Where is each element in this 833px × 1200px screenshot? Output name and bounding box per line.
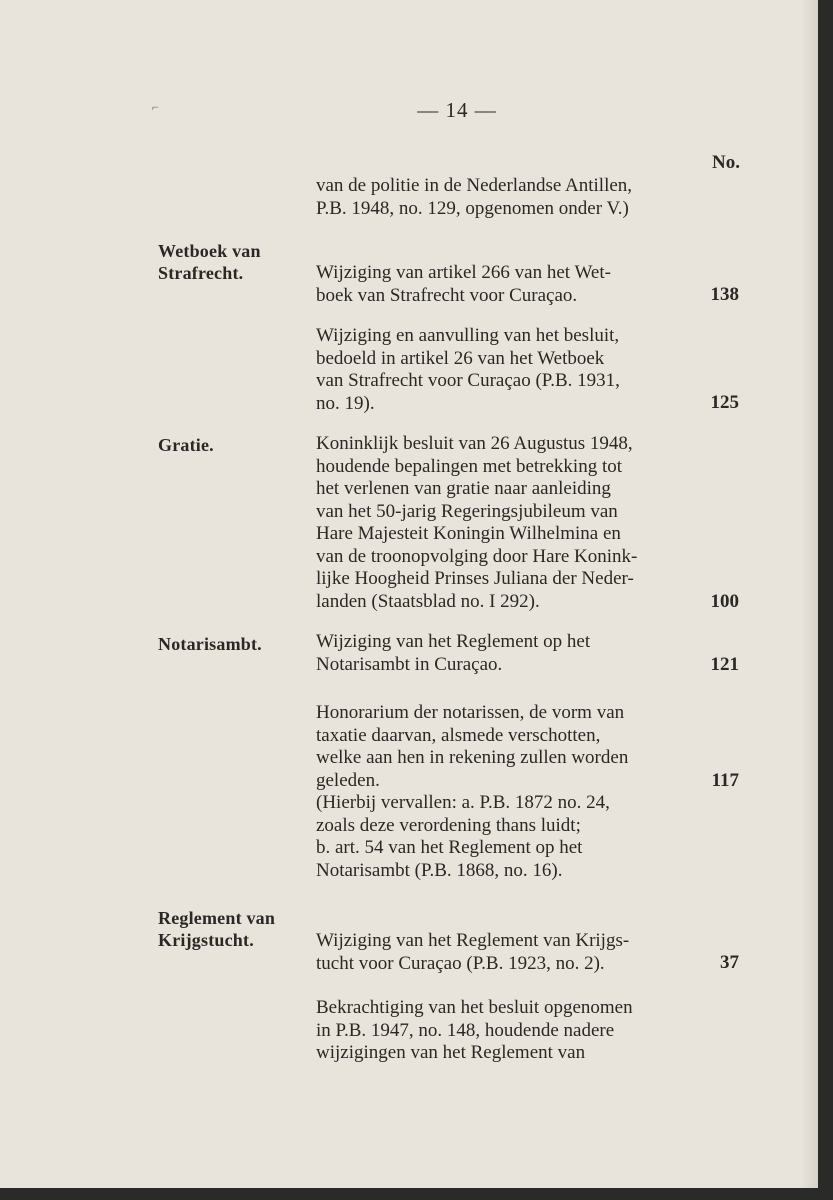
entry-number: 138 xyxy=(710,284,739,305)
text-line: Honorarium der notarissen, de vorm van xyxy=(316,702,625,723)
text-line: Notarisambt in Curaçao. xyxy=(316,653,503,675)
text-line: P.B. 1948, no. 129, opgenomen onder V.) xyxy=(316,197,629,219)
text-line: tucht voor Curaçao (P.B. 1923, no. 2). xyxy=(316,952,605,974)
heading-line: Notarisambt. xyxy=(158,634,262,654)
text-line: boek van Strafrecht voor Curaçao. xyxy=(316,284,578,306)
text-line: zoals deze verordening thans luidt; xyxy=(316,814,581,836)
entry-text xyxy=(316,631,705,676)
entry-number: 121 xyxy=(710,654,739,675)
entry-number: 37 xyxy=(720,952,739,973)
text-line: het verlenen van gratie naar aanleiding xyxy=(316,478,611,499)
entry-text xyxy=(316,262,705,307)
text-line: (Hierbij vervallen: a. P.B. 1872 no. 24, xyxy=(316,792,610,813)
text-line: van de troonopvolging door Hare Konink- xyxy=(316,545,638,567)
text-line: Wijziging en aanvulling van het besluit, xyxy=(316,325,620,346)
text-line: Koninklijk besluit van 26 Augustus 1948, xyxy=(316,433,633,454)
entry-number: 100 xyxy=(710,591,739,612)
entry-text xyxy=(316,930,705,975)
text-line: lijke Hoogheid Prinses Juliana der Neder- xyxy=(316,568,634,589)
section-heading xyxy=(158,434,308,456)
text-line: taxatie daarvan, alsmede verschotten, xyxy=(316,724,601,746)
text-line: wijzigingen van het Reglement van xyxy=(316,1042,586,1063)
heading-line: Krijgstucht. xyxy=(158,930,254,950)
corner-mark: ⌐ xyxy=(152,100,159,114)
text-line: Bekrachtiging van het besluit opgenomen xyxy=(316,997,633,1018)
entry-text xyxy=(316,175,705,220)
section-heading xyxy=(158,240,308,284)
text-line: in P.B. 1947, no. 148, houdende nadere xyxy=(316,1019,615,1041)
text-line: Hare Majesteit Koningin Wilhelmina en xyxy=(316,523,621,544)
text-line: geleden. xyxy=(316,769,380,791)
heading-line: Strafrecht. xyxy=(158,263,244,283)
text-line: houdende bepalingen met betrekking tot xyxy=(316,455,623,477)
section-heading xyxy=(158,907,308,951)
text-line: no. 19). xyxy=(316,392,375,414)
text-line: b. art. 54 van het Reglement op het xyxy=(316,837,583,858)
text-line: Wijziging van artikel 266 van het Wet- xyxy=(316,262,611,283)
text-line: landen (Staatsblad no. I 292). xyxy=(316,590,540,612)
text-line: Notarisambt (P.B. 1868, no. 16). xyxy=(316,859,563,881)
text-line: Wijziging van het Reglement van Krijgs- xyxy=(316,930,630,951)
entry-text xyxy=(316,997,705,1065)
page-edge-shadow xyxy=(800,0,818,1188)
entry-text xyxy=(316,433,705,613)
entry-text xyxy=(316,325,705,415)
text-line: bedoeld in artikel 26 van het Wetboek xyxy=(316,347,605,369)
number-column-header: No. xyxy=(712,152,740,173)
entry-number: 125 xyxy=(710,392,739,413)
section-heading xyxy=(158,633,308,655)
heading-line: Wetboek van xyxy=(158,241,261,261)
text-line: welke aan hen in rekening zullen worden xyxy=(316,747,629,768)
page-number: — 14 — xyxy=(417,98,497,122)
text-line: van het 50-jarig Regeringsjubileum van xyxy=(316,500,618,522)
heading-line: Reglement van xyxy=(158,908,276,928)
entry-number: 117 xyxy=(711,770,739,791)
text-line: van de politie in de Nederlandse Antillen, xyxy=(316,175,633,196)
text-line: van Strafrecht voor Curaçao (P.B. 1931, xyxy=(316,370,620,391)
text-line: Wijziging van het Reglement op het xyxy=(316,631,591,652)
entry-text xyxy=(316,702,705,882)
heading-line: Gratie. xyxy=(158,435,214,455)
